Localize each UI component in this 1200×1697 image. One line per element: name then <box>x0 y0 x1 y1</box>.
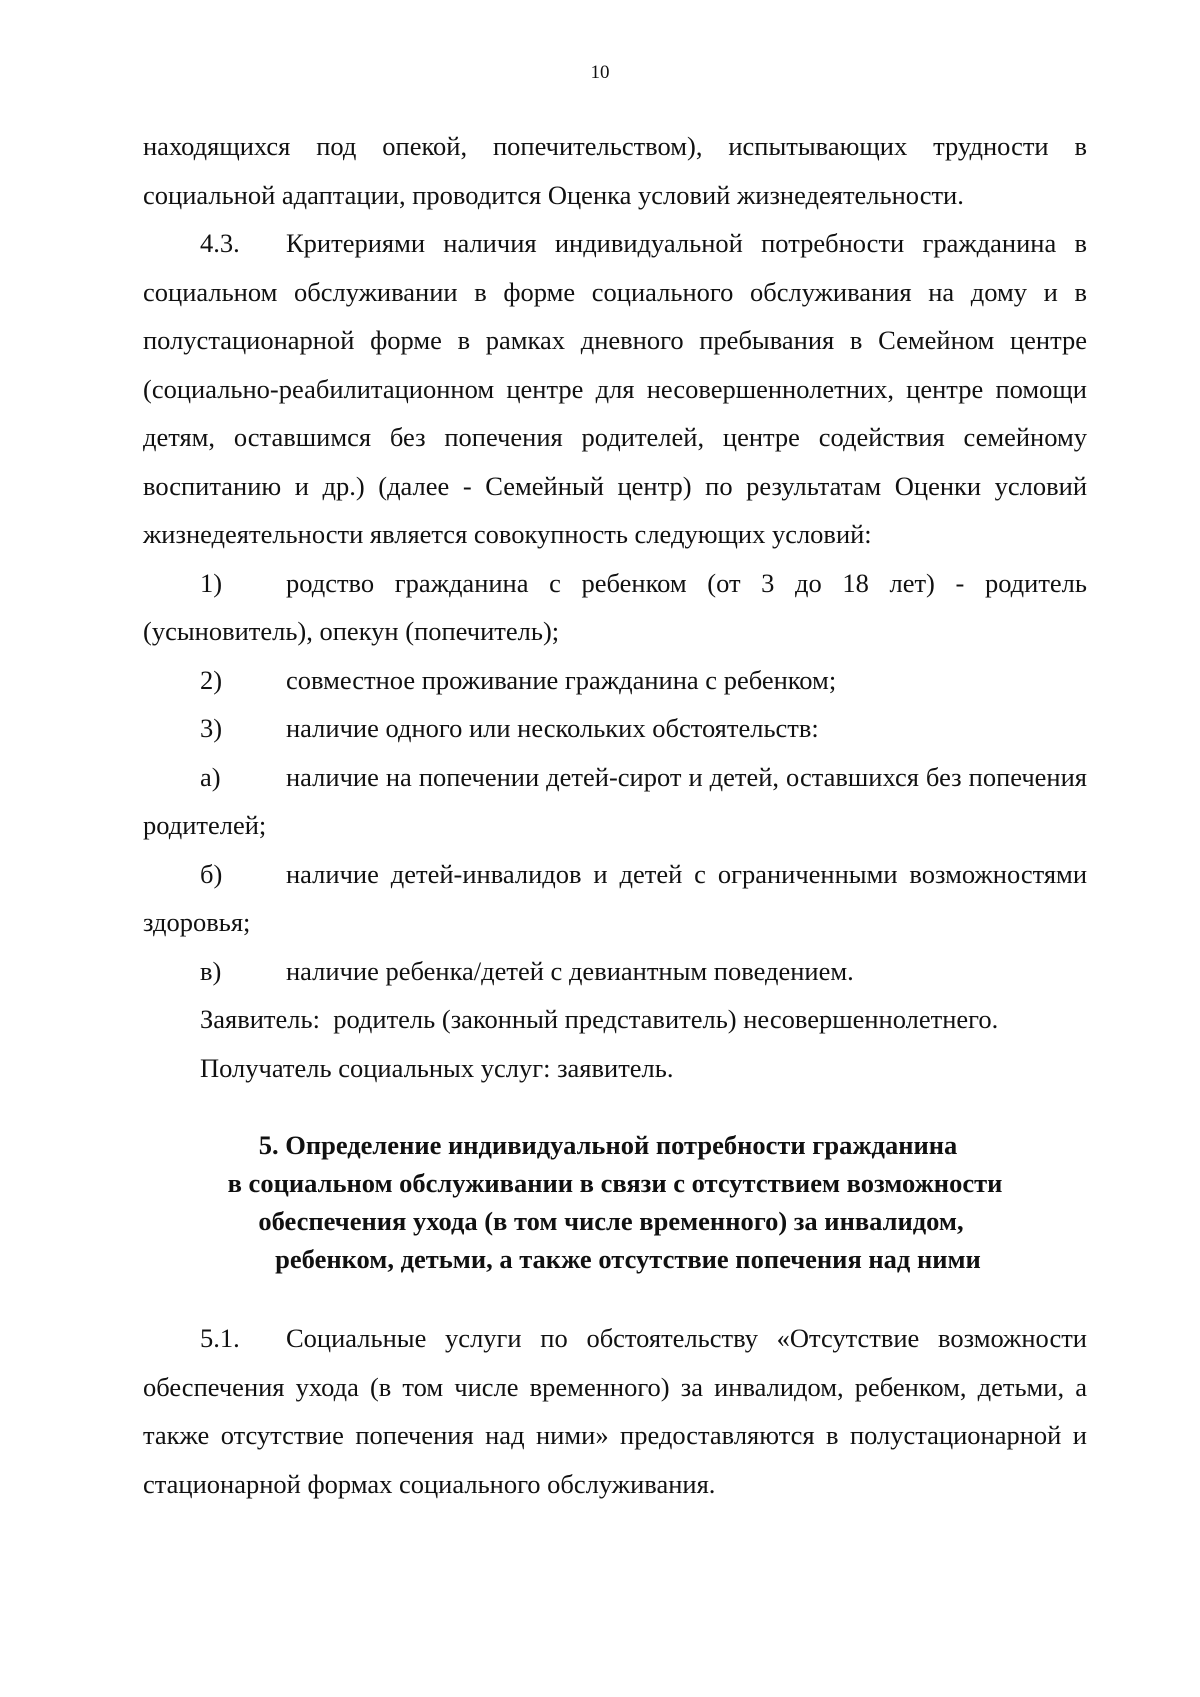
paragraph-text: Критериями наличия индивидуальной потребности гражданина в социальном обслуживании в форме социального обслуживания на дому и в полустационарной форме в рамках дневного пребывания в Семейном центре (социально-реабилитационном центре для несовершеннолетних, центре помощи детям, оставшимся без попечения родителей, центре содействия семейному воспитанию и др.) (далее - Семейный центр) по результатам Оценки условий жизнедеятельности является совокупность следующих условий: <box>143 228 1087 549</box>
condition-marker: 2) <box>200 664 223 695</box>
condition-text: родство гражданина с ребенком (от 3 до 18 лет) - родитель (усыновитель), опекун (попечитель); <box>143 567 1087 646</box>
condition-item-3 <box>143 704 1087 753</box>
paragraph-number: 5.1. <box>200 1323 240 1353</box>
condition-item-1 <box>143 559 1087 656</box>
paragraph-5-1 <box>143 1314 1087 1508</box>
paragraph-text: Социальные услуги по обстоятельству «Отсутствие возможности обеспечения ухода (в том числе временного) за инвалидом, ребенком, детьми, а также отсутствие попечения над ними» предоставляются в полустационарной и стационарной формах социального обслуживания. <box>143 1323 1087 1499</box>
condition-text: наличие ребенка/детей с девиантным поведением. <box>286 955 854 986</box>
document-body <box>143 122 1087 1508</box>
condition-item-v <box>143 947 1087 996</box>
condition-item-2 <box>143 656 1087 705</box>
section-heading-line: обеспечения ухода (в том числе временного) за инвалидом, <box>258 1206 964 1236</box>
condition-marker: б) <box>200 858 223 889</box>
section-heading-line: в социальном обслуживании в связи с отсутствием возможности <box>227 1168 1003 1198</box>
condition-text: наличие детей-инвалидов и детей с ограниченными возможностями здоровья; <box>143 858 1087 937</box>
section-heading-line: 5. Определение индивидуальной потребности гражданина <box>258 1130 958 1160</box>
applicant-line <box>143 995 1087 1044</box>
recipient-line: Получатель социальных услуг: заявитель. <box>200 1052 674 1083</box>
condition-text: совместное проживание гражданина с ребенком; <box>286 664 837 695</box>
section-heading-line: ребенком, детьми, а также отсутствие попечения над ними <box>275 1244 981 1274</box>
condition-item-b <box>143 850 1087 947</box>
paragraph-number: 4.3. <box>200 228 240 258</box>
condition-marker: а) <box>200 761 221 792</box>
condition-text: наличие одного или нескольких обстоятельств: <box>286 713 819 743</box>
condition-marker: в) <box>200 955 222 986</box>
paragraph-4-3 <box>143 219 1087 559</box>
applicant-text: родитель (законный представитель) несовершеннолетнего. <box>333 1004 999 1034</box>
page-number: 10 <box>590 62 610 83</box>
paragraph-continuation: находящихся под опекой, попечительством), испытывающих трудности в социальной адаптации, проводится Оценка условий жизнедеятельности. <box>143 131 1087 210</box>
applicant-label: Заявитель: <box>200 1004 320 1034</box>
condition-marker: 1) <box>200 567 223 598</box>
condition-text: наличие на попечении детей-сирот и детей, оставшихся без попечения родителей; <box>143 761 1087 840</box>
condition-marker: 3) <box>200 713 223 743</box>
condition-item-a <box>143 753 1087 850</box>
section-5-heading <box>143 1126 1087 1278</box>
